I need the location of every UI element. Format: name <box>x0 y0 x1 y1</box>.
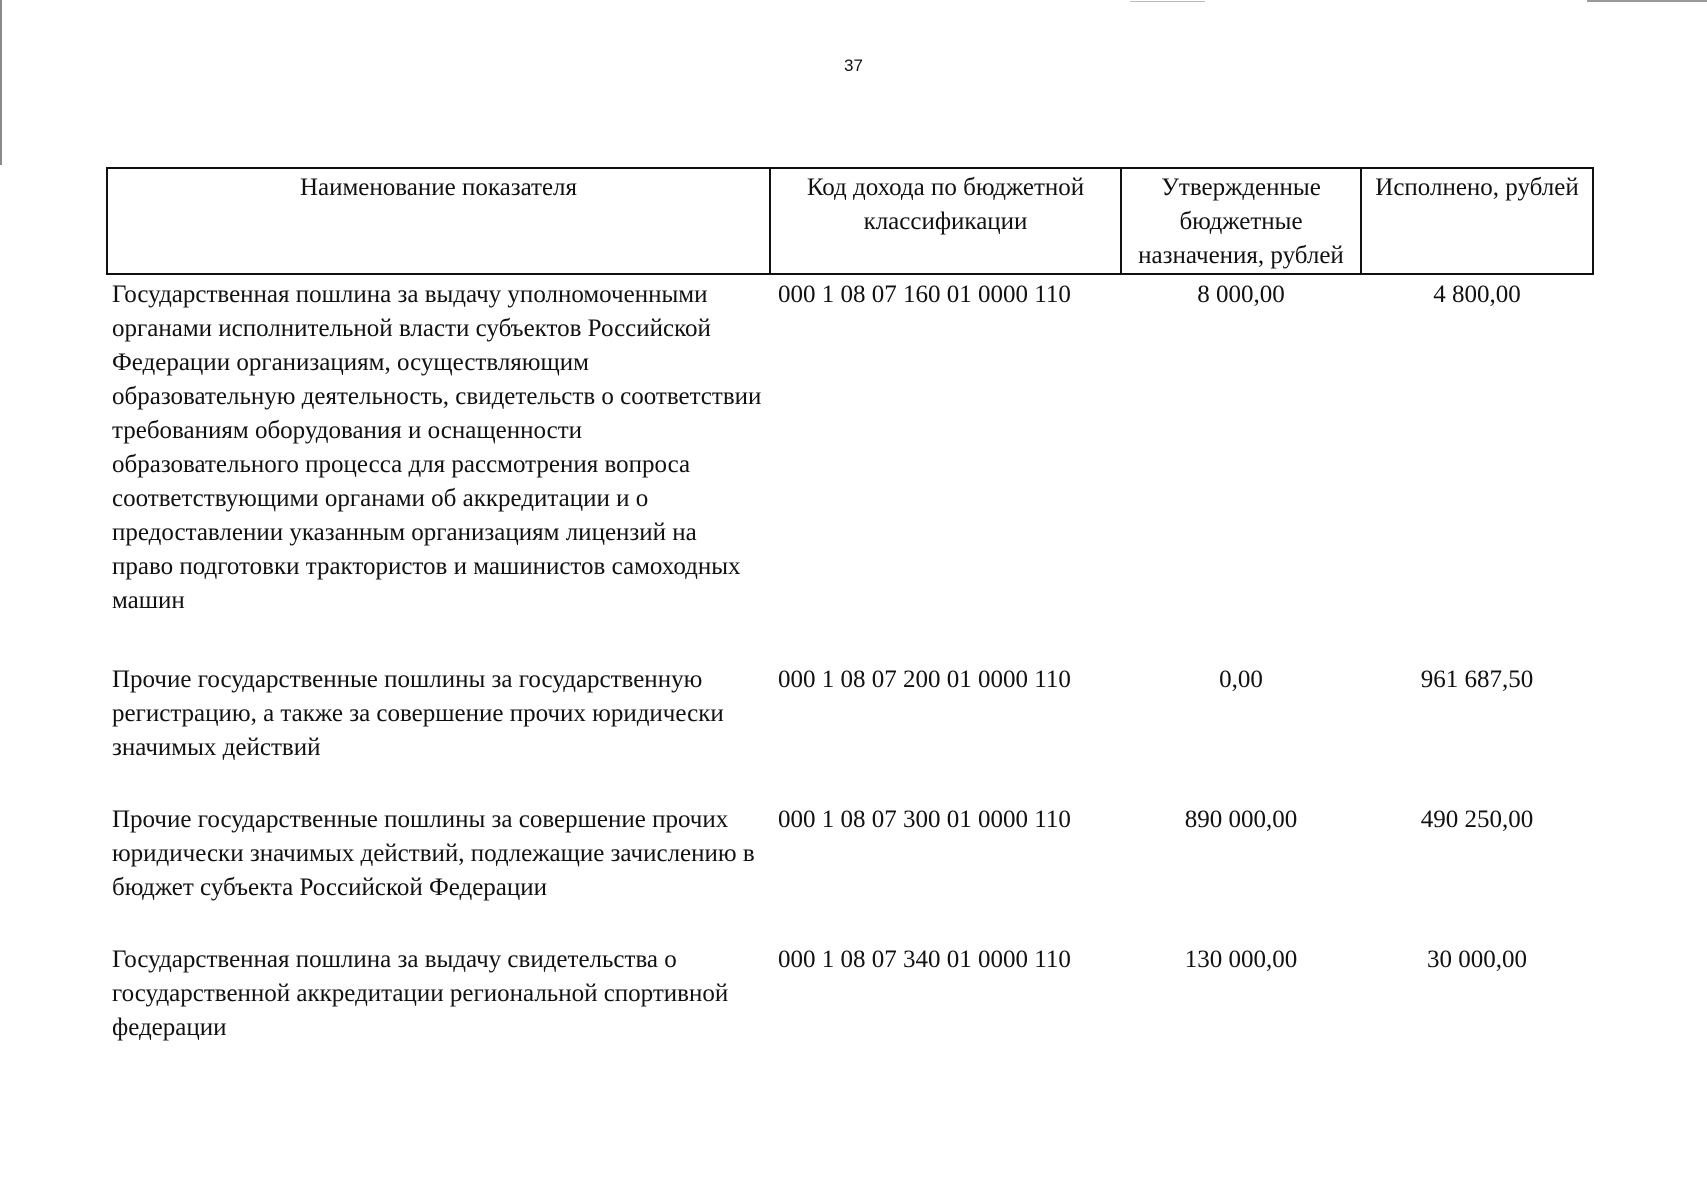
row-indicator-name: Прочие государственные пошлины за государственную регистрацию, а также за совершение прочих юридически значимых действий <box>112 666 724 761</box>
header-indicator-name: Наименование показателя <box>107 168 770 274</box>
row-revenue-code: 000 1 08 07 340 01 0000 110 <box>778 946 1071 973</box>
row-executed-amount: 4 800,00 <box>1433 281 1521 308</box>
row-executed-amount: 30 000,00 <box>1427 946 1527 973</box>
budget-revenue-table <box>106 167 1594 1053</box>
row-approved-amount: 130 000,00 <box>1184 946 1298 973</box>
scan-edge-mark-top <box>1587 0 1707 2</box>
row-approved-amount: 0,00 <box>1219 666 1263 693</box>
table-row <box>107 663 1593 803</box>
page-number: 37 <box>844 56 863 75</box>
header-revenue-code: Код дохода по бюджетной классификации <box>770 168 1121 274</box>
row-revenue-code: 000 1 08 07 300 01 0000 110 <box>778 806 1071 833</box>
header-executed: Исполнено, рублей <box>1361 168 1593 274</box>
row-indicator-name: Прочие государственные пошлины за совершение прочих юридически значимых действий, подлежащие зачислению в бюджет субъекта Российской Федерации <box>112 806 755 901</box>
row-indicator-name: Государственная пошлина за выдачу свидетельства о государственной аккредитации региональной спортивной федерации <box>112 946 729 1041</box>
table-header-row <box>107 168 1593 274</box>
row-revenue-code: 000 1 08 07 200 01 0000 110 <box>778 666 1071 693</box>
row-approved-amount: 890 000,00 <box>1184 806 1298 833</box>
row-indicator-name: Государственная пошлина за выдачу уполномоченными органами исполнительной власти субъектов Российской Федерации организациям, осуществляющим образовательную деятельность, свидетельств о соответствии требованиям оборудования и оснащенности образовательного процесса для рассмотрения вопроса соответствующими органами об аккредитации и о предоставлении указанным организациям лицензий на право подготовки трактористов и машинистов самоходных машин <box>112 281 762 614</box>
table-row <box>107 274 1593 663</box>
row-executed-amount: 961 687,50 <box>1420 666 1534 693</box>
scan-edge-mark-left <box>0 0 2 165</box>
row-approved-amount: 8 000,00 <box>1197 281 1285 308</box>
row-executed-amount: 490 250,00 <box>1420 806 1534 833</box>
scan-edge-mark-top-faint <box>1130 1 1205 2</box>
header-approved-budget: Утвержденные бюджетные назначения, рублей <box>1121 168 1361 274</box>
table-row <box>107 943 1593 1053</box>
table-row <box>107 803 1593 943</box>
row-revenue-code: 000 1 08 07 160 01 0000 110 <box>778 281 1071 308</box>
